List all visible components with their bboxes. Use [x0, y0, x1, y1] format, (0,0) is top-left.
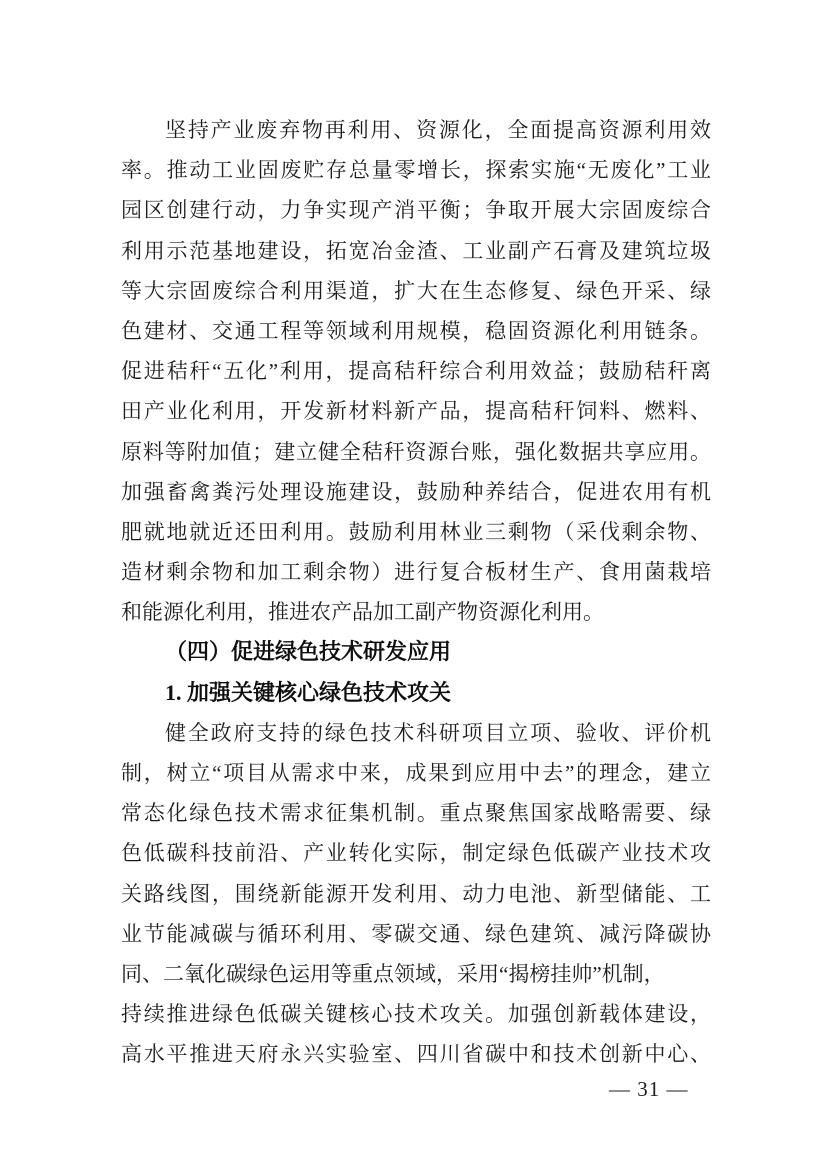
text-line: 田产业化利用，开发新材料新产品，提高秸秆饲料、燃料、	[121, 399, 711, 424]
text-line: 色低碳科技前沿、产业转化实际，制定绿色低碳产业技术攻	[121, 841, 711, 866]
text-line: 率。推动工业固废贮存总量零增长，探索实施“无废化”工业	[121, 158, 711, 183]
text-line: 促进秸秆“五化”利用，提高秸秆综合利用效益；鼓励秸秆离	[121, 359, 711, 384]
text-line: 等大宗固废综合利用渠道，扩大在生态修复、绿色开采、绿	[121, 278, 711, 303]
text-line: 业节能减碳与循环利用、零碳交通、绿色建筑、减污降碳协	[121, 921, 711, 946]
text-line: 关路线图，围绕新能源开发利用、动力电池、新型储能、工	[121, 881, 711, 906]
text-line: 和能源化利用，推进农产品加工副产物资源化利用。	[121, 600, 604, 625]
text-line: 园区创建行动，力争实现产消平衡；争取开展大宗固废综合	[121, 198, 711, 223]
text-line: 加强畜禽粪污处理设施建设，鼓励种养结合，促进农用有机	[121, 479, 711, 504]
text-line: 持续推进绿色低碳关键核心技术攻关。加强创新载体建设，	[121, 1002, 711, 1027]
text-line: 色建材、交通工程等领域利用规模，稳固资源化利用链条。	[121, 318, 711, 343]
text-line: 制，树立“项目从需求中来，成果到应用中去”的理念，建立	[121, 761, 711, 785]
sub-heading: 1. 加强关键核心绿色技术攻关	[165, 679, 452, 705]
text-line: 常态化绿色技术需求征集机制。重点聚焦国家战略需要、绿	[121, 801, 711, 826]
document-body	[121, 110, 711, 1075]
text-line: 造材剩余物和加工剩余物）进行复合板材生产、食用菌栽培	[121, 560, 711, 585]
text-line: 健全政府支持的绿色技术科研项目立项、验收、评价机	[165, 720, 711, 745]
text-line: 原料等附加值；建立健全秸秆资源台账，强化数据共享应用。	[121, 439, 711, 464]
text-line: 利用示范基地建设，拓宽冶金渣、工业副产石膏及建筑垃圾	[121, 238, 711, 263]
text-line: 坚持产业废弃物再利用、资源化，全面提高资源利用效	[165, 118, 711, 142]
text-line: 肥就地就近还田利用。鼓励利用林业三剩物（采伐剩余物、	[121, 519, 711, 544]
section-heading: （四）促进绿色技术研发应用	[165, 639, 452, 665]
text-line: 同、二氧化碳绿色运用等重点领域，采用“揭榜挂帅”机制，	[121, 961, 665, 986]
text-line: 高水平推进天府永兴实验室、四川省碳中和技术创新中心、	[121, 1042, 711, 1067]
page-number: — 31 —	[609, 1077, 689, 1101]
